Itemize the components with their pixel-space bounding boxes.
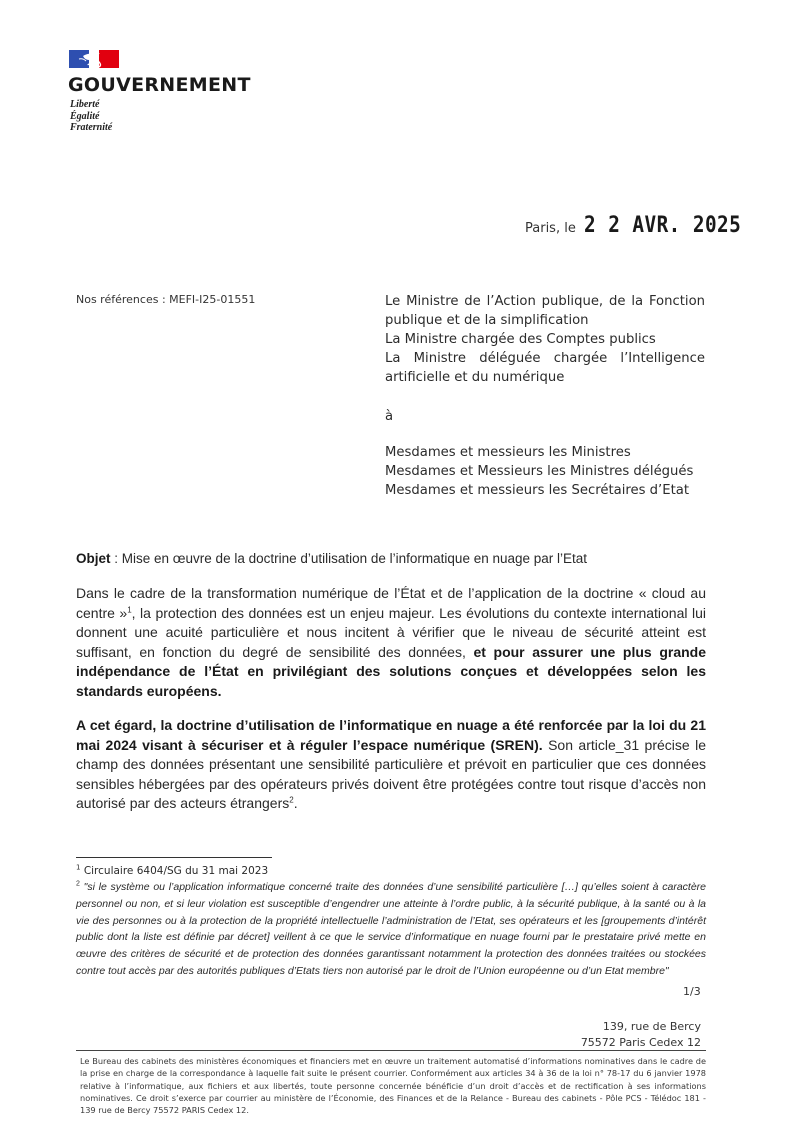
senders-block: [385, 292, 705, 387]
date-stamp: 2 2 AVR. 2025: [583, 213, 742, 238]
sender-line: La Ministre chargée des Comptes publics: [385, 332, 656, 347]
date-line: [525, 213, 763, 238]
paragraph-text: , la protection des données est un enjeu majeur. Les évolutions du contexte international lui donnent une acuité particulière et nous incitent à vérifier que le niveau de sécurité atteint est suffisant, en fonction du degré de sensibilité des données,: [76, 604, 706, 660]
paragraph-bold-text: A cet égard, la doctrine d’utilisation de l’informatique en nuage a été renforcée par la loi du 21 mai 2024 visant à sécuriser et à réguler l’espace numérique (SREN).: [76, 717, 706, 753]
marianne-flag-icon: [69, 50, 119, 68]
subject-line: [76, 551, 587, 566]
footnote-divider: [76, 857, 272, 858]
footnote-text: "si le système ou l’application informatique concerné traite des données d’une sensibilité particulière […] qu’elles soient à caractère personnel ou non, et si leur violation est susceptible d’engendrer une atteinte à l’ordre public, à la sécurité publique, à la santé ou à la vie des personnes ou à la protection de la propriété intellectuelle l’administration de l’Etat, ses opérateurs et les [groupements d’intérêt public dont la liste est définie par décret] veillent à ce que le service d’informatique en nuage fourni par le prestataire privé mette en œuvre des critères de sécurité et de protection des données garantissant notamment la protection des données traitées ou stockées contre tout accès par des autorités publiques d’Etats tiers non autorisé par le droit de l’Union européenne ou d’un Etat membre": [76, 881, 706, 977]
footer-divider: [76, 1050, 706, 1051]
footnote-ref-2[interactable]: 2: [289, 795, 294, 805]
subject-separator: :: [110, 551, 122, 566]
marianne-logo: [69, 50, 119, 68]
recipients-block: [385, 443, 705, 500]
page-number: 1/3: [683, 985, 701, 998]
footnote-2: [76, 879, 706, 980]
paragraph-bold-text: et pour assurer une plus grande indépendance de l’État en privilégiant des solutions conçues et développées selon les standards européens.: [76, 643, 706, 699]
addressee-preposition: à: [385, 409, 394, 424]
sender-line: Le Ministre de l’Action publique, de la Fonction: [385, 294, 705, 309]
sender-line: publique et de la simplification: [385, 313, 589, 328]
footnote-number: 2: [76, 880, 80, 888]
motto-liberte: Liberté: [70, 99, 100, 110]
ministry-address: [560, 1019, 701, 1050]
recipient-line: Mesdames et messieurs les Ministres: [385, 445, 631, 460]
footnote-1: [76, 865, 268, 877]
sender-line: artificielle et du numérique: [385, 370, 565, 385]
address-line-1: 139, rue de Bercy: [602, 1020, 701, 1033]
legal-notice: Le Bureau des cabinets des ministères économiques et financiers met en œuvre un traitement automatisé d’informations nominatives dans le cadre de la prise en charge de la correspondance à laquelle fait suite le présent courrier. Conformément aux articles 34 à 36 de la loi n° 78-17 du 6 janvier 1978 relative à l’informatique, aux fichiers et aux libertés, toute personne concernée bénéficie d’un droit d’accès et de rectification à ses informations nominatives. Ce droit s’exerce par courrier au ministère de l’Économie, des Finances et de la Relance - Bureau des cabinets - Pôle PCS - Télédoc 181 - 139 rue de Bercy 75572 PARIS Cedex 12.: [80, 1056, 706, 1116]
references: Nos références : MEFI-I25-01551: [76, 293, 256, 306]
recipient-line: Mesdames et messieurs les Secrétaires d’Etat: [385, 483, 689, 498]
paragraph-end: .: [293, 795, 298, 811]
body-paragraph-1: [76, 584, 706, 701]
republic-motto: [70, 99, 112, 134]
address-line-2: 75572 Paris Cedex 12: [580, 1035, 701, 1049]
motto-fraternite: Fraternité: [70, 122, 113, 133]
footnote-number: 1: [76, 863, 81, 872]
footnote-ref-1[interactable]: 1: [127, 604, 132, 614]
footnote-text: Circulaire 6404/SG du 31 mai 2023: [83, 865, 269, 877]
date-prefix: Paris, le: [525, 221, 576, 236]
paragraph-text: Son article_31 précise le champ des données présentant une sensibilité particulière et prévoit en particulier que ces données sensibles hébergées par des opérateurs privés doivent être protégées contre tout risque d’accès non autorisé par des acteurs étrangers: [76, 736, 706, 811]
paragraph-text: Dans le cadre de la transformation numérique de l’État et de l’application de la doctrine « cloud au centre »: [76, 585, 706, 621]
subject-label: Objet: [76, 551, 111, 566]
motto-egalite: Égalité: [70, 110, 100, 122]
recipient-line: Mesdames et Messieurs les Ministres délégués: [385, 464, 694, 479]
body-paragraph-2: [76, 716, 706, 814]
sender-line: La Ministre déléguée chargée l’Intelligence: [385, 351, 705, 366]
government-title: GOUVERNEMENT: [68, 74, 251, 96]
subject-text: Mise en œuvre de la doctrine d’utilisation de l’informatique en nuage par l’Etat: [121, 551, 588, 566]
